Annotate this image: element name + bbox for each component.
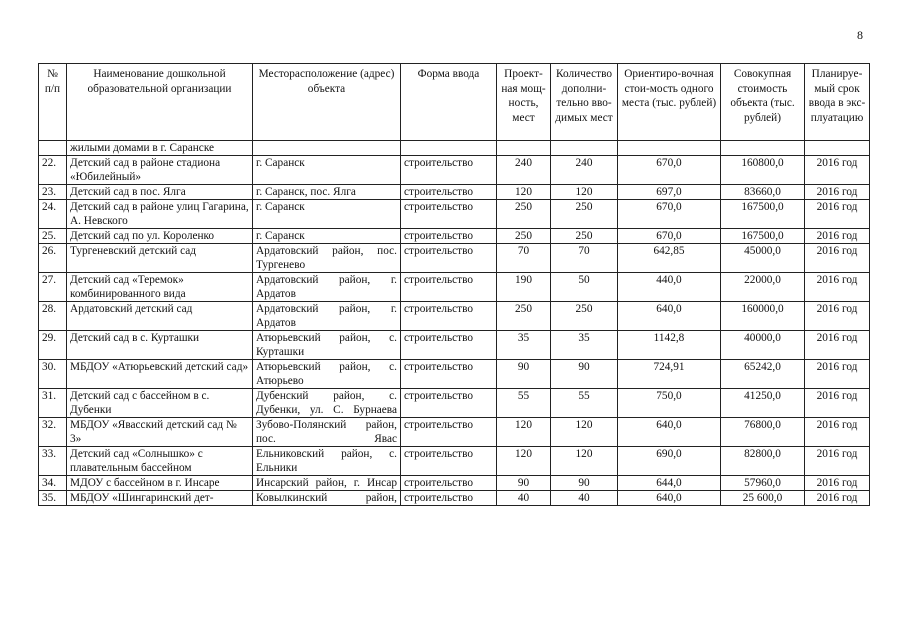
row-name: Тургеневский детский сад	[67, 244, 253, 273]
row-num: 29.	[39, 331, 67, 360]
row-form: строительство	[401, 156, 497, 185]
row-num: 22.	[39, 156, 67, 185]
row-num: 24.	[39, 200, 67, 229]
table-row	[39, 331, 870, 360]
row-total-cost: 160000,0	[721, 302, 805, 331]
row-additional: 55	[551, 389, 618, 418]
row-name: Детский сад в с. Курташки	[67, 331, 253, 360]
row-total-cost: 65242,0	[721, 360, 805, 389]
row-term: 2016 год	[805, 200, 870, 229]
row-total-cost: 167500,0	[721, 229, 805, 244]
row-total-cost: 82800,0	[721, 447, 805, 476]
table-row	[39, 185, 870, 200]
row-term: 2016 год	[805, 273, 870, 302]
row-total-cost: 83660,0	[721, 185, 805, 200]
row-location: Атюрьевский район, с. Курташки	[253, 331, 401, 360]
row-form: строительство	[401, 491, 497, 506]
row-num: 35.	[39, 491, 67, 506]
row-name: Детский сад «Теремок» комбинированного вида	[67, 273, 253, 302]
table-row	[39, 244, 870, 273]
row-form: строительство	[401, 360, 497, 389]
row-name: Детский сад по ул. Короленко	[67, 229, 253, 244]
row-term: 2016 год	[805, 302, 870, 331]
row-place-cost: 642,85	[618, 244, 721, 273]
row-capacity: 35	[497, 331, 551, 360]
header-place-cost: Ориентиро-вочная стои-мость одного места (тыс. рублей)	[618, 64, 721, 141]
row-form: строительство	[401, 418, 497, 447]
row-location: г. Саранск	[253, 229, 401, 244]
row-form: строительство	[401, 331, 497, 360]
row-location: Ковылкинский район,	[253, 491, 401, 506]
row-term: 2016 год	[805, 244, 870, 273]
row-place-cost: 440,0	[618, 273, 721, 302]
row-additional: 90	[551, 476, 618, 491]
row-name: Детский сад в пос. Ялга	[67, 185, 253, 200]
table-row	[39, 229, 870, 244]
row-total-cost: 41250,0	[721, 389, 805, 418]
row-additional: 90	[551, 360, 618, 389]
row-form: строительство	[401, 302, 497, 331]
table-row	[39, 389, 870, 418]
row-term: 2016 год	[805, 331, 870, 360]
row-total-cost: 25 600,0	[721, 491, 805, 506]
header-total-cost: Совокупная стоимость объекта (тыс. рублей)	[721, 64, 805, 141]
row-location: Зубово-Полянский район, пос. Явас	[253, 418, 401, 447]
row-num: 28.	[39, 302, 67, 331]
row-name: Детский сад в районе улиц Гагарина, А. Невского	[67, 200, 253, 229]
table-row	[39, 156, 870, 185]
table-row	[39, 447, 870, 476]
row-form: строительство	[401, 273, 497, 302]
row-additional: 250	[551, 302, 618, 331]
row-num: 32.	[39, 418, 67, 447]
row-place-cost: 670,0	[618, 156, 721, 185]
row-form: строительство	[401, 244, 497, 273]
row-term: 2016 год	[805, 418, 870, 447]
row-place-cost: 640,0	[618, 491, 721, 506]
row-location: г. Саранск, пос. Ялга	[253, 185, 401, 200]
header-location: Месторасположение (адрес) объекта	[253, 64, 401, 141]
row-place-cost: 640,0	[618, 418, 721, 447]
row-name: МБДОУ «Атюрьевский детский сад»	[67, 360, 253, 389]
row-term: 2016 год	[805, 491, 870, 506]
row-location: Дубенский район, с. Дубенки, ул. С. Бурнаева	[253, 389, 401, 418]
row-term: 2016 год	[805, 156, 870, 185]
row-form: строительство	[401, 229, 497, 244]
row-additional: 120	[551, 447, 618, 476]
row-num: 23.	[39, 185, 67, 200]
row-term: 2016 год	[805, 360, 870, 389]
row-num: 26.	[39, 244, 67, 273]
row-num: 27.	[39, 273, 67, 302]
row-additional: 250	[551, 200, 618, 229]
row-num: 34.	[39, 476, 67, 491]
row-location: Ардатовский район, г. Ардатов	[253, 273, 401, 302]
row-term: 2016 год	[805, 447, 870, 476]
row-capacity: 190	[497, 273, 551, 302]
header-num: № п/п	[39, 64, 67, 141]
continuation-name: жилыми домами в г. Саранске	[67, 141, 253, 156]
row-additional: 120	[551, 418, 618, 447]
row-additional: 240	[551, 156, 618, 185]
row-total-cost: 167500,0	[721, 200, 805, 229]
table-header-row	[39, 64, 870, 141]
row-location: г. Саранск	[253, 200, 401, 229]
table-row	[39, 360, 870, 389]
row-name: Ардатовский детский сад	[67, 302, 253, 331]
kindergarten-table	[38, 63, 870, 506]
row-additional: 50	[551, 273, 618, 302]
row-num: 33.	[39, 447, 67, 476]
row-place-cost: 640,0	[618, 302, 721, 331]
row-total-cost: 76800,0	[721, 418, 805, 447]
row-location: г. Саранск	[253, 156, 401, 185]
row-capacity: 120	[497, 447, 551, 476]
row-capacity: 250	[497, 200, 551, 229]
row-place-cost: 670,0	[618, 229, 721, 244]
table-row	[39, 200, 870, 229]
table-row	[39, 273, 870, 302]
row-place-cost: 690,0	[618, 447, 721, 476]
row-capacity: 120	[497, 418, 551, 447]
row-total-cost: 45000,0	[721, 244, 805, 273]
row-place-cost: 697,0	[618, 185, 721, 200]
table-row	[39, 491, 870, 506]
row-name: МБДОУ «Явасский детский сад № 3»	[67, 418, 253, 447]
row-additional: 70	[551, 244, 618, 273]
row-total-cost: 22000,0	[721, 273, 805, 302]
row-capacity: 250	[497, 302, 551, 331]
row-capacity: 55	[497, 389, 551, 418]
row-location: Ардатовский район, г. Ардатов	[253, 302, 401, 331]
row-form: строительство	[401, 447, 497, 476]
row-capacity: 90	[497, 476, 551, 491]
row-num: 30.	[39, 360, 67, 389]
row-name: Детский сад с бассейном в с. Дубенки	[67, 389, 253, 418]
table-row	[39, 302, 870, 331]
row-place-cost: 644,0	[618, 476, 721, 491]
row-form: строительство	[401, 389, 497, 418]
row-num: 25.	[39, 229, 67, 244]
header-additional: Количество дополни-тельно вво-димых мест	[551, 64, 618, 141]
continuation-row	[39, 141, 870, 156]
row-place-cost: 670,0	[618, 200, 721, 229]
header-term: Планируе-мый срок ввода в экс-плуатацию	[805, 64, 870, 141]
row-place-cost: 750,0	[618, 389, 721, 418]
header-capacity: Проект-ная мощ-ность, мест	[497, 64, 551, 141]
header-form: Форма ввода	[401, 64, 497, 141]
row-location: Атюрьевский район, с. Атюрьево	[253, 360, 401, 389]
row-additional: 250	[551, 229, 618, 244]
row-capacity: 70	[497, 244, 551, 273]
row-total-cost: 160800,0	[721, 156, 805, 185]
row-location: Инсарский район, г. Инсар	[253, 476, 401, 491]
row-additional: 120	[551, 185, 618, 200]
row-num: 31.	[39, 389, 67, 418]
row-capacity: 120	[497, 185, 551, 200]
row-form: строительство	[401, 185, 497, 200]
table-row	[39, 418, 870, 447]
row-location: Ельниковский район, с. Ельники	[253, 447, 401, 476]
row-term: 2016 год	[805, 389, 870, 418]
row-capacity: 240	[497, 156, 551, 185]
header-name: Наименование дошкольной образовательной организации	[67, 64, 253, 141]
row-total-cost: 57960,0	[721, 476, 805, 491]
table-body	[39, 156, 870, 506]
row-term: 2016 год	[805, 185, 870, 200]
row-place-cost: 724,91	[618, 360, 721, 389]
row-additional: 35	[551, 331, 618, 360]
row-capacity: 40	[497, 491, 551, 506]
row-capacity: 90	[497, 360, 551, 389]
row-term: 2016 год	[805, 229, 870, 244]
row-location: Ардатовский район, пос. Тургенево	[253, 244, 401, 273]
row-capacity: 250	[497, 229, 551, 244]
table-row	[39, 476, 870, 491]
page-number: 8	[857, 28, 863, 42]
row-name: МБДОУ «Шингаринский дет-	[67, 491, 253, 506]
row-name: Детский сад в районе стадиона «Юбилейный»	[67, 156, 253, 185]
row-total-cost: 40000,0	[721, 331, 805, 360]
row-additional: 40	[551, 491, 618, 506]
row-place-cost: 1142,8	[618, 331, 721, 360]
row-name: Детский сад «Солнышко» с плавательным бассейном	[67, 447, 253, 476]
row-form: строительство	[401, 476, 497, 491]
row-name: МДОУ с бассейном в г. Инсаре	[67, 476, 253, 491]
row-term: 2016 год	[805, 476, 870, 491]
row-form: строительство	[401, 200, 497, 229]
